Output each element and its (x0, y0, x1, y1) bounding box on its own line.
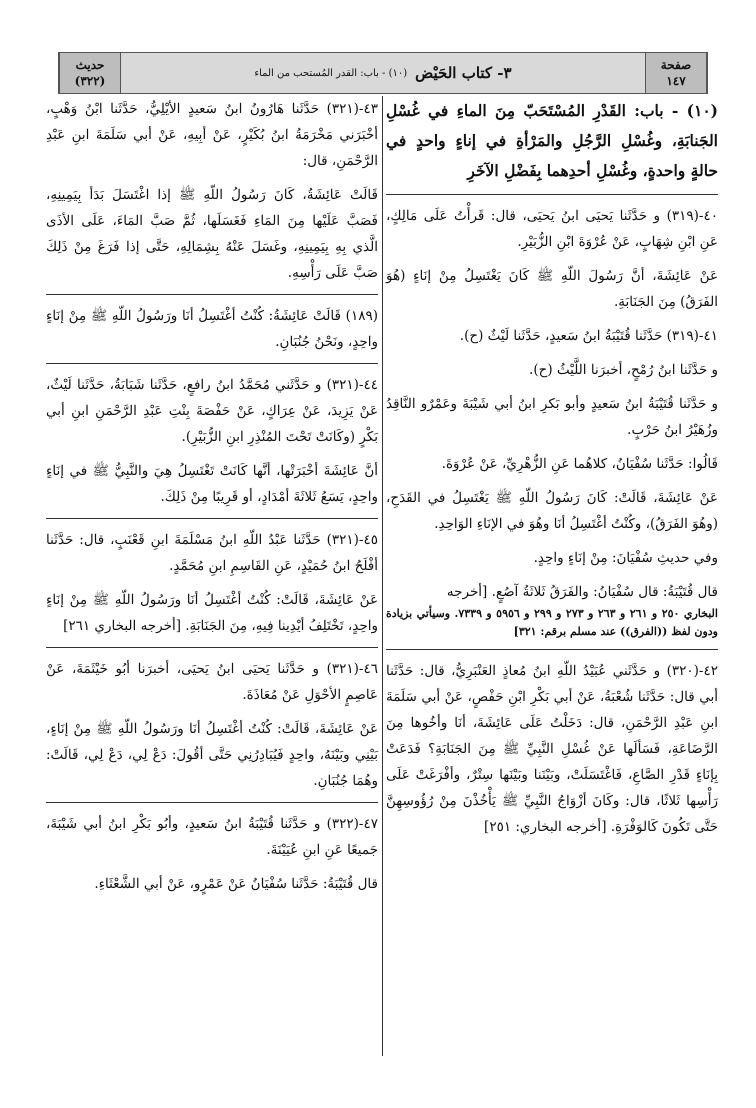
hadith-47-chain-b: قال قُتَيْبَةُ: حَدَّثَنا سُفْيَانُ عَنْ عَمْرٍو، عَنْ أبي الشَّعْثَاءِ. (94, 876, 378, 892)
left-column (46, 96, 378, 905)
hadith-41-note-2: قال قُتَيْبَةُ: قال سُفْيَانُ: والفَرَقُ ثَلاثَةُ آصُعٍ. [أخرجه (446, 584, 718, 600)
page-header (58, 52, 708, 94)
hadith-number-box (59, 53, 121, 93)
header-title (123, 53, 643, 93)
hadith-47-isnad: ٤٧-(٣٢٢) و حَدَّثَنا قُتَيْبَةُ ابنُ سَعيدٍ، وأبُو بَكْرِ ابنُ أبي شَيْبَةَ، جَميعًا عَنِ ابنِ عُيَيْنَةَ. (46, 816, 378, 858)
divider (46, 647, 378, 648)
hadith-46-isnad: ٤٦-(٣٢١) و حَدَّثَنا يَحيَى ابنُ يَحيَى، أخبرَنا أبُو خَيْثَمَةَ، عَنْ عَاصِمٍ الأحْوَلِ عَنْ مُعَاذَةَ. (46, 661, 378, 703)
page-label: صفحة (660, 58, 692, 72)
hadith-40-matn: عَنْ عَائِشَةَ، أنَّ رَسُولَ اللّهِ ﷺ كَانَ يَغْتَسِلُ مِنْ إنَاءٍ (هُوَ الفَرَقُ) مِنَ الجَنَابَةِ. (386, 268, 718, 310)
hadith-46-matn: عَنْ عَائِشَةَ، قَالَتْ: كُنْتُ أغْتَسِلُ أنَا ورَسُولُ اللّهِ ﷺ مِنْ إنَاءٍ، بَيْنِي وبَيْنَهُ، واحِدٍ فَيُبَادِرُنِي حَتَّى أقُولَ: دَعْ لِي، دَعْ لِي، قَالَتْ: وهُمَا جُنُبَانِ. (46, 721, 378, 789)
hadith-41-chain-b: و حَدَّثَنا ابنُ رُمْحٍ، أخبرَنا اللَّيْثُ (ح). (529, 362, 718, 378)
hadith-41-source: البخاري ٢٥٠ و ٢٦١ و ٢٦٣ و ٢٧٣ و ٢٩٩ و ٥٩٥٦ و ٧٣٣٩. وسيأتي بزيادة ودون لفظ ((الفرق)) عند مسلم برقم: ٣٢١] (386, 607, 718, 638)
hadith-45-isnad: ٤٥-(٣٢١) حَدَّثَنا عَبْدُ اللّهِ ابنُ مَسْلَمَةَ ابنِ قَعْنَبٍ، قال: حَدَّثَنا أفْلَحُ ابنُ حُمَيْدٍ، عَنِ القَاسِمِ ابنِ مُحَمَّدٍ. (46, 532, 378, 574)
hadith-41-isnad: ٤١-(٣١٩) حَدَّثَنا قُتَيْبَةُ ابنُ سَعيدٍ، حَدَّثَنا لَيْثٌ (ح). (459, 328, 718, 344)
divider (386, 194, 718, 195)
hadith-41-note: وفي حديثِ سُفْيَانَ: مِنْ إنَاءٍ واحِدٍ. (533, 550, 718, 566)
hadith-40-isnad: ٤٠-(٣١٩) و حَدَّثَنا يَحيَى ابنُ يَحيَى، قال: قَرأْتُ عَلَى مَالِكٍ، عَنِ ابْنِ شِهَابٍ، عَنْ عُرْوَةَ ابْنِ الزُّبَيْرِ. (386, 208, 718, 250)
hadith-number: (٣٢٢) (74, 74, 106, 88)
page-number-box (645, 53, 707, 93)
right-column (386, 96, 718, 848)
hadith-41-chain-d: قَالُوا: حَدَّثَنا سُفْيَانُ، كلاهُما عَنِ الزُّهْرِيِّ، عَنْ عُرْوَةَ. (441, 456, 718, 472)
hadith-41-matn: عَنْ عَائِشَةَ، قَالَتْ: كَانَ رَسُولُ اللّهِ ﷺ يَغْتَسِلُ في القَدَحِ، (وهُوَ الفَرَقُ)، وكُنْتُ أغْتَسِلُ أنَا وهُوَ في الإنَاءِ الوَاحِدِ. (386, 490, 718, 532)
hadith-189: (١٨٩) قَالَتْ عَائِشَةُ: كُنْتُ أغْتَسِلُ أنَا ورَسُولُ اللّهِ ﷺ مِنْ إنَاءٍ واحِدٍ، ونَحْنُ جُنُبَانِ. (46, 308, 378, 350)
hadith-44-matn: أنَّ عَائِشَةَ أخْبَرَتْها، أنَّها كَانَتْ تَغْتَسِلُ هِيَ والنَّبِيُّ ﷺ في إنَاءٍ واحِدٍ، يَسَعُ ثَلاثَةَ أمْدَادٍ، أو قَرِيبًا مِنْ ذَلِكَ. (46, 463, 378, 505)
hadith-45-matn: عَنْ عَائِشَةَ، قَالَتْ: كُنْتُ أغْتَسِلُ أنَا ورَسُولُ اللّهِ ﷺ مِنْ إنَاءٍ واحِدٍ، تَخْتَلِفُ أيْدِينا فِيهِ، مِنَ الجَنَابَةِ. [أخرجه البخاري ٢٦١] (46, 592, 378, 634)
hadith-label: حديث (75, 58, 105, 72)
divider (386, 649, 718, 650)
hadith-42: ٤٢-(٣٢٠) و حَدَّثَني عُبَيْدُ اللّهِ ابنُ مُعاذٍ العَنْبَرِيُّ، قال: حَدَّثَنا أبي قال: حَدَّثَنا شُعْبَةُ، عَنْ أبي بَكْرِ ابْنِ حَفْصٍ، عَنْ أبي سَلَمَةَ ابنِ عَبْدِ الرَّحْمَنِ، قال: دَخَلْتُ عَلَى عَائِشَةَ، أنَا وأخُوها مِنَ الرَّضَاعَةِ، فَسَألَها عَنْ غُسْلِ النَّبِيِّ ﷺ مِنَ الجَنَابَةِ؟ فَدَعَتْ بِإنَاءٍ قَدْرِ الصَّاعِ، فَاغْتَسَلَتْ، وبَيْنَنا وبَيْنَها سِتْرٌ، وأفْرَغَتْ عَلَى رَأْسِها ثَلاثًا، قال: وكَانَ أزْوَاجُ النَّبِيِّ ﷺ يَأْخُذْنَ مِنْ رُؤُوسِهِنَّ حَتَّى تَكُونَ كَالوَفْرَةِ. [أخرجه البخاري: ٢٥١] (386, 663, 718, 835)
column-divider (382, 96, 383, 1056)
hadith-44-isnad: ٤٤-(٣٢١) و حَدَّثَني مُحَمَّدُ ابنُ رافعٍ، حَدَّثَنا شَبَابَةُ، حَدَّثَنا لَيْثٌ، عَنْ يَزِيدَ، عَنْ عِرَاكٍ، عَنْ حَفْصَةَ بِنْتِ عَبْدِ الرَّحْمَنِ ابنِ أبي بَكْرٍ (وكَانَتْ تَحْتَ المُنْذِرِ ابنِ الزُّبَيْرِ). (46, 377, 378, 445)
divider (46, 294, 378, 295)
book-title: ٣- كتاب الحَيْض (415, 64, 512, 82)
chapter-heading: (١٠) - باب: القَدْرِ المُسْتَحَبّ مِنَ الماءِ في غُسْلِ الجَنابَةِ، وغُسْلِ الرَّجُلِ والمَرْأةِ في إناءٍ واحدٍ في حالةٍ واحدةٍ، وغُسْلِ أحدِهما بِفَضْلِ الآخَرِ (386, 101, 718, 180)
divider (46, 802, 378, 803)
bab-title: (١٠) - باب: القدر المُستحب من الماء (254, 67, 408, 79)
hadith-41-chain-c: و حَدَّثَنا قُتَيْبَةُ ابنُ سَعيدٍ وأبو بَكرِ ابنُ أبي شَيْبَةَ وعَمْرٌو النَّاقِدُ وزُهَيْرُ ابنُ حَرْبٍ. (386, 396, 718, 438)
divider (46, 363, 378, 364)
hadith-43-matn: قَالَتْ عَائِشَةُ، كَانَ رَسُولُ اللّهِ ﷺ إذا اغْتَسَلَ بَدَأ بِيَمِينِهِ، فَصَبَّ عَلَيْها مِنَ المَاءِ فَغَسَلَها، ثُمَّ صَبَّ المَاءَ، عَلَى الأذَى الَّذي بِهِ بِيَمِينِهِ، وغَسَلَ عَنْهُ بِشِمَالِهِ، حَتَّى إذا فَرَغَ مِنْ ذَلِكَ صَبَّ عَلَى رَأْسِهِ. (46, 187, 378, 281)
hadith-43-isnad: ٤٣-(٣٢١) حَدَّثَنا هَارُونُ ابنُ سَعيدٍ الأيْلِيُّ، حَدَّثَنا ابْنُ وَهْبٍ، أخْبَرَني مَخْرَمَةُ ابنُ بُكَيْرٍ، عَنْ أبِيهِ، عَنْ أبي سَلَمَةَ ابنِ عَبْدِ الرَّحْمَنِ، قال: (46, 101, 378, 169)
page-number: ١٤٧ (666, 74, 686, 88)
divider (46, 518, 378, 519)
